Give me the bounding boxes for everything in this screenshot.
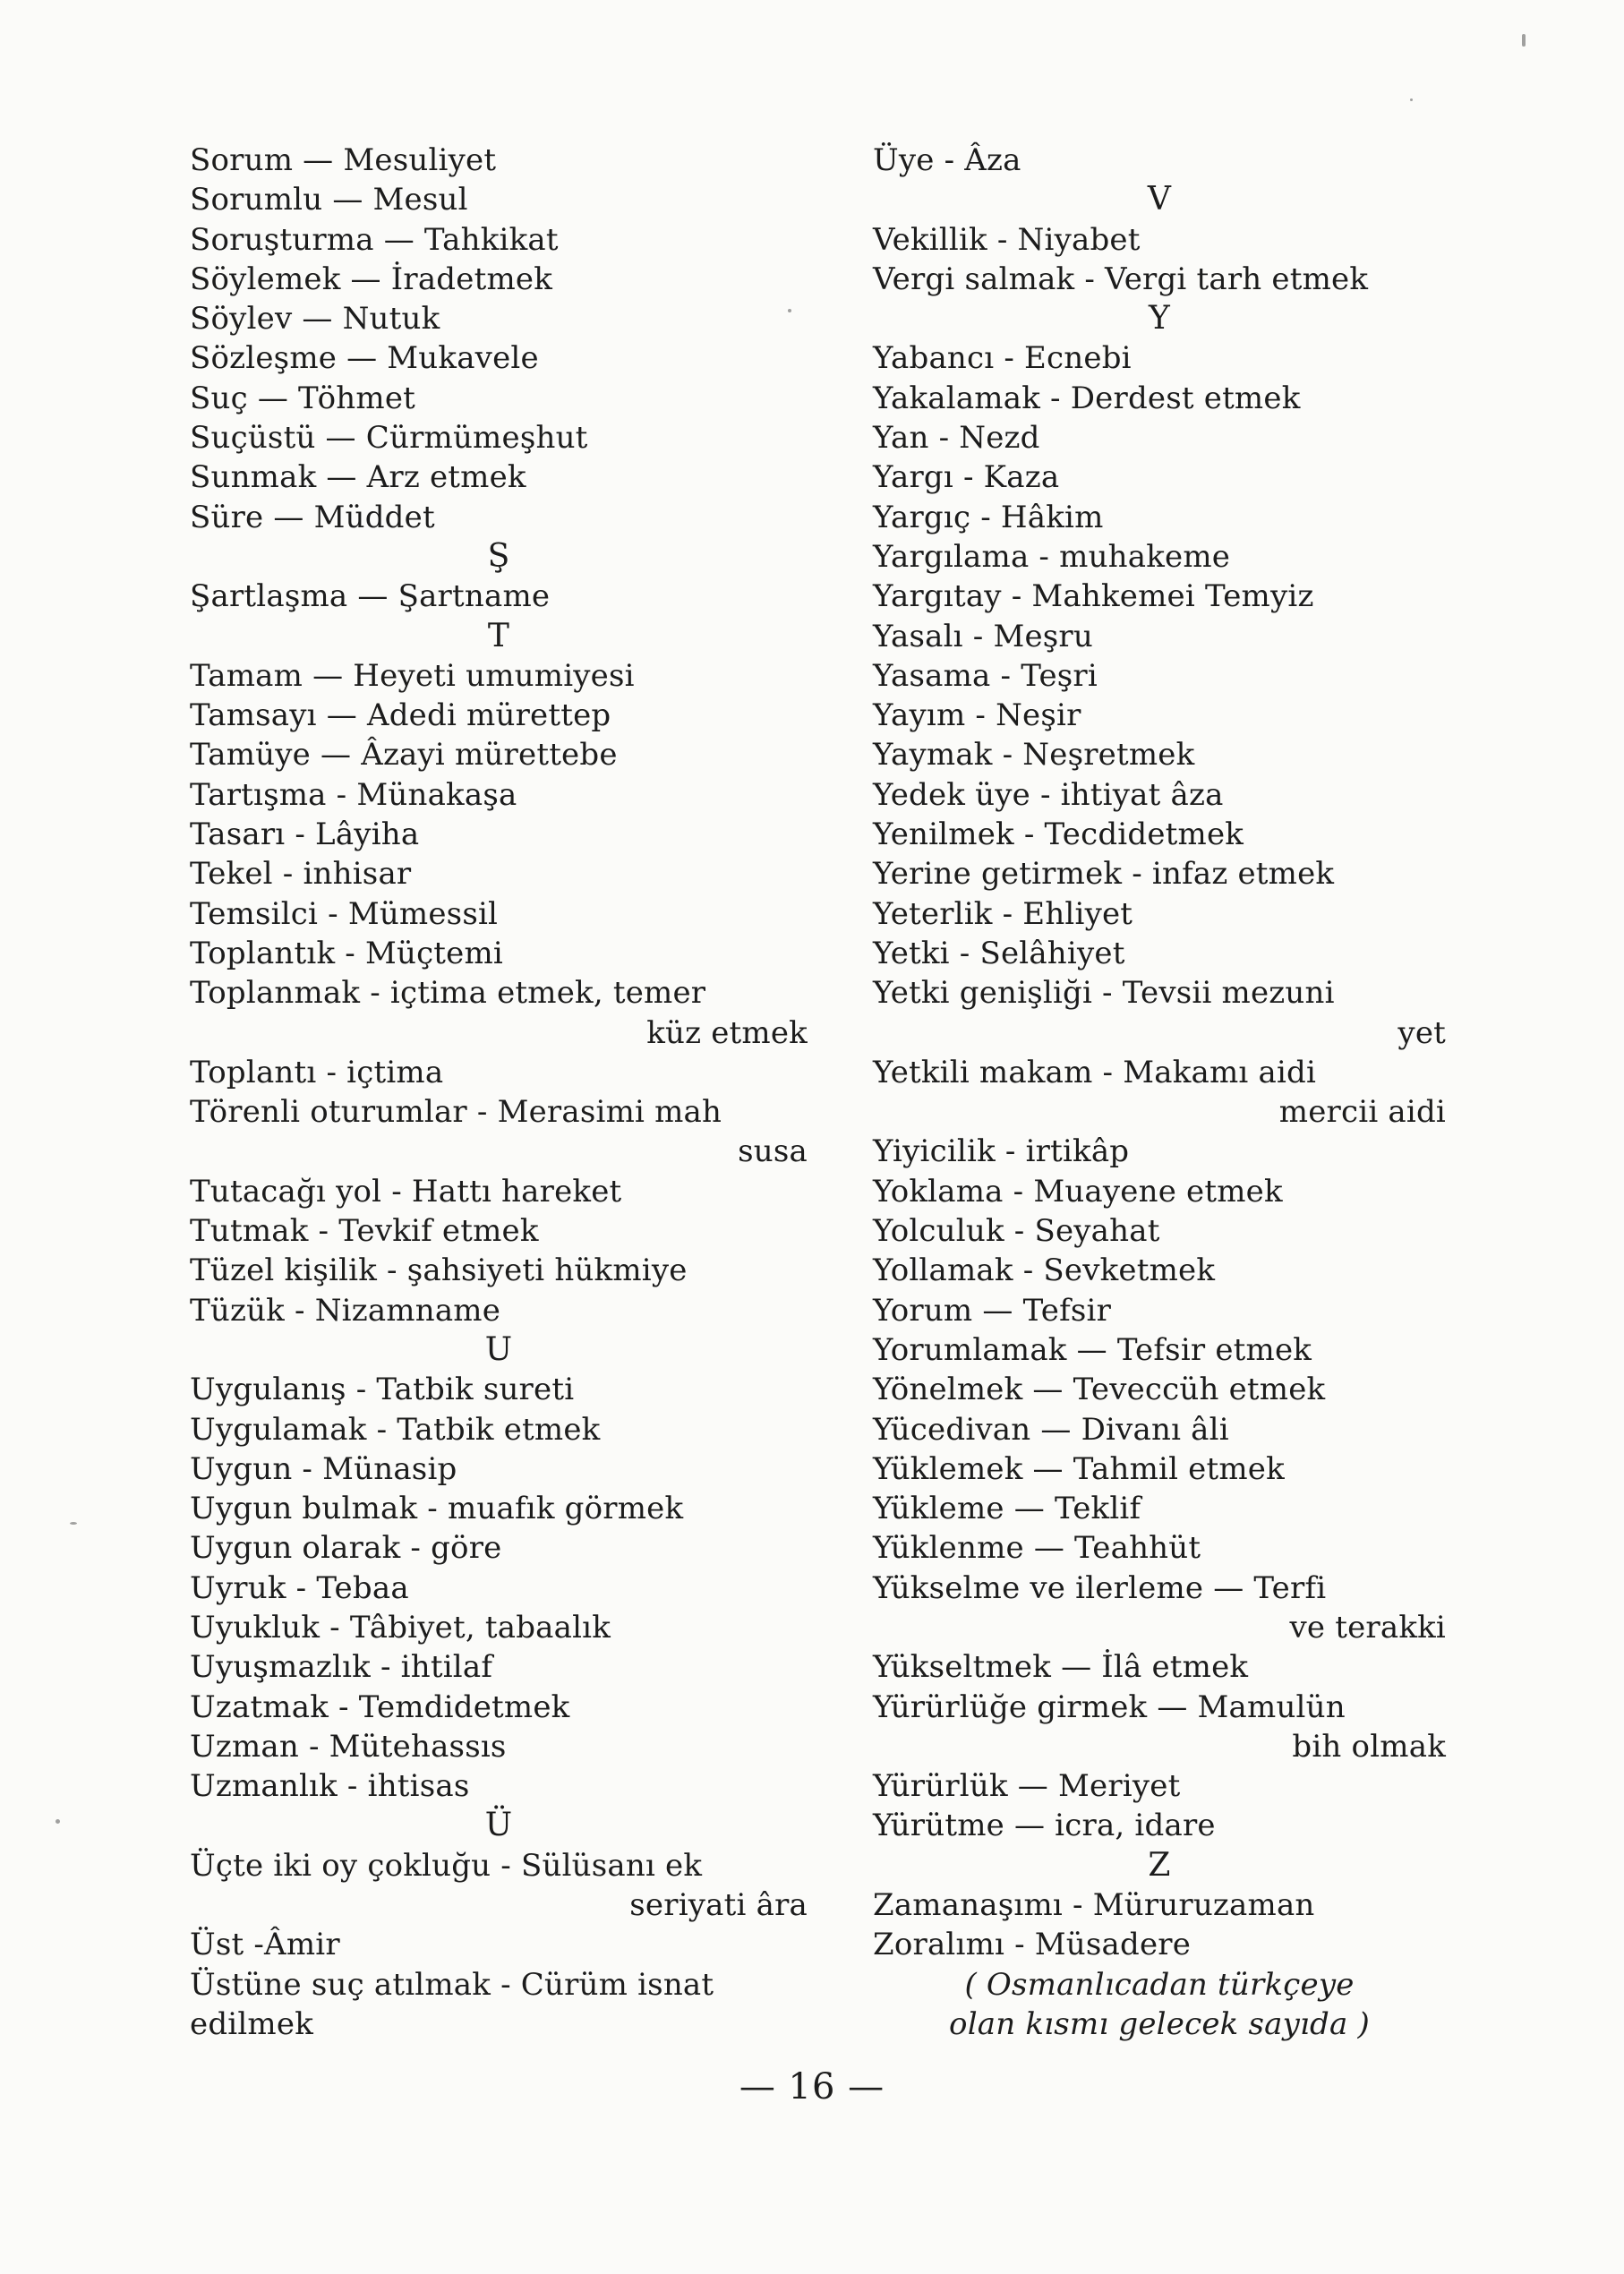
glossary-entry: Uzmanlık - ihtisas xyxy=(190,1768,470,1805)
glossary-entry: Yoklama - Muayene etmek xyxy=(873,1173,1283,1210)
glossary-entry: Soruşturma — Tahkikat xyxy=(190,221,559,258)
glossary-entry: Toplantık - Müçtemi xyxy=(190,935,504,971)
entry-continuation: seriyati âra xyxy=(629,1887,808,1924)
glossary-entry: Tasarı - Lâyiha xyxy=(190,816,420,853)
glossary-entry: Yiyicilik - irtikâp xyxy=(873,1133,1130,1170)
glossary-entry: Uygun bulmak - muafık görmek xyxy=(190,1491,684,1527)
glossary-entry: Yetki - Selâhiyet xyxy=(873,935,1125,971)
glossary-entry: Uyukluk - Tâbiyet, tabaalık xyxy=(190,1609,611,1646)
page-number: — 16 — xyxy=(739,2066,885,2107)
entry-continuation: susa xyxy=(738,1133,808,1170)
glossary-entry: Zoralımı - Müsadere xyxy=(873,1927,1192,1963)
glossary-entry: Süre — Müddet xyxy=(190,499,435,535)
glossary-entry: Yasama - Teşri xyxy=(873,657,1098,694)
glossary-entry: Sorum — Mesuliyet xyxy=(190,142,497,178)
section-letter: U xyxy=(484,1330,513,1368)
glossary-entry: Yabancı - Ecnebi xyxy=(873,340,1132,377)
glossary-entry: Yönelmek — Teveccüh etmek xyxy=(873,1372,1326,1408)
scan-speck xyxy=(70,1522,77,1525)
glossary-entry: Sözleşme — Mukavele xyxy=(190,340,539,377)
glossary-entry: Yeterlik - Ehliyet xyxy=(873,895,1133,932)
glossary-entry: Toplanmak - içtima etmek, temer xyxy=(190,975,706,1012)
glossary-entry: Yerine getirmek - infaz etmek xyxy=(873,856,1335,893)
glossary-entry: Temsilci - Mümessil xyxy=(190,895,499,932)
scan-speck xyxy=(788,309,791,312)
glossary-entry: Törenli oturumlar - Merasimi mah xyxy=(190,1094,722,1131)
glossary-entry: Uygun - Münasip xyxy=(190,1450,457,1487)
glossary-entry: Yürürlüğe girmek — Mamulün xyxy=(873,1688,1346,1725)
glossary-entry: Söylev — Nutuk xyxy=(190,301,440,338)
glossary-entry: Yolculuk - Seyahat xyxy=(873,1213,1160,1250)
glossary-entry: Tutacağı yol - Hattı hareket xyxy=(190,1173,622,1210)
glossary-entry: Yaymak - Neşretmek xyxy=(873,737,1195,774)
section-letter: Z xyxy=(1148,1846,1171,1884)
glossary-entry: Yürürlük — Meriyet xyxy=(873,1768,1181,1805)
glossary-entry: Üst -Âmir xyxy=(190,1927,340,1963)
glossary-entry: Yayım - Neşir xyxy=(873,697,1081,734)
glossary-entry: Yetki genişliği - Tevsii mezuni xyxy=(873,975,1335,1012)
section-letter: Ş xyxy=(487,537,510,575)
glossary-entry: Yargı - Kaza xyxy=(873,459,1060,496)
glossary-entry: Yücedivan — Divanı âli xyxy=(873,1411,1229,1448)
footnote-line: olan kısmı gelecek sayıda ) xyxy=(949,2005,1370,2042)
glossary-entry: Uygulanış - Tatbik sureti xyxy=(190,1372,575,1408)
glossary-entry: Yetkili makam - Makamı aidi xyxy=(873,1054,1317,1090)
glossary-entry: Üçte iki oy çokluğu - Sülüsanı ek xyxy=(190,1847,703,1884)
glossary-entry: Yargılama - muhakeme xyxy=(873,538,1231,575)
glossary-entry: Uyuşmazlık - ihtilaf xyxy=(190,1649,493,1686)
section-letter: Y xyxy=(1149,300,1170,338)
scan-speck xyxy=(1522,34,1526,47)
section-letter: Ü xyxy=(484,1807,513,1844)
glossary-entry: Yükleme — Teklif xyxy=(873,1491,1141,1527)
glossary-entry: Yürütme — icra, idare xyxy=(873,1808,1216,1844)
glossary-entry: Yargıtay - Mahkemei Temyiz xyxy=(873,578,1314,615)
glossary-entry: Tamam — Heyeti umumiyesi xyxy=(190,657,635,694)
glossary-entry: Suç — Töhmet xyxy=(190,380,416,416)
glossary-entry: Tüzük - Nizamname xyxy=(190,1292,501,1329)
glossary-entry: Yakalamak - Derdest etmek xyxy=(873,380,1301,416)
glossary-entry: Vekillik - Niyabet xyxy=(873,221,1141,258)
glossary-entry: Uygulamak - Tatbik etmek xyxy=(190,1411,601,1448)
section-letter: V xyxy=(1147,181,1172,218)
entry-continuation: mercii aidi xyxy=(1278,1094,1446,1131)
right-column xyxy=(873,141,1446,2044)
scan-speck xyxy=(56,1819,60,1824)
glossary-entry: Zamanaşımı - Müruruzaman xyxy=(873,1887,1315,1924)
glossary-entry: Uyruk - Tebaa xyxy=(190,1569,409,1606)
entry-continuation: yet xyxy=(1397,1014,1446,1051)
glossary-entry: Vergi salmak - Vergi tarh etmek xyxy=(873,261,1369,297)
glossary-entry: Yollamak - Sevketmek xyxy=(873,1252,1216,1289)
glossary-entry: Yüklemek — Tahmil etmek xyxy=(873,1450,1285,1487)
glossary-entry: Yasalı - Meşru xyxy=(873,618,1093,654)
scan-speck xyxy=(1410,98,1413,101)
glossary-entry: Üstüne suç atılmak - Cürüm isnat xyxy=(190,1966,714,2003)
left-column xyxy=(190,141,808,2044)
entry-continuation: küz etmek xyxy=(646,1014,808,1051)
glossary-entry: Uygun olarak - göre xyxy=(190,1530,502,1567)
glossary-entry: Tartışma - Münakaşa xyxy=(190,776,517,813)
glossary-entry: Yenilmek - Tecdidetmek xyxy=(873,816,1244,853)
glossary-entry: Yedek üye - ihtiyat âza xyxy=(873,776,1224,813)
glossary-entry: Tutmak - Tevkif etmek xyxy=(190,1213,539,1250)
glossary-entry: Yan - Nezd xyxy=(873,420,1040,457)
section-letter: T xyxy=(487,617,510,654)
glossary-entry: Tekel - inhisar xyxy=(190,856,412,893)
glossary-entry: Yüklenme — Teahhüt xyxy=(873,1530,1201,1567)
glossary-entry: edilmek xyxy=(190,2005,313,2042)
glossary-entry: Suçüstü — Cürmümeşhut xyxy=(190,420,588,457)
glossary-entry: Yorumlamak — Tefsir etmek xyxy=(873,1331,1312,1368)
glossary-entry: Yargıç - Hâkim xyxy=(873,499,1104,535)
glossary-entry: Söylemek — İradetmek xyxy=(190,261,553,297)
entry-continuation: ve terakki xyxy=(1289,1609,1446,1646)
glossary-entry: Yorum — Tefsir xyxy=(873,1292,1112,1329)
glossary-entry: Yükselme ve ilerleme — Terfi xyxy=(873,1569,1327,1606)
footnote-line: ( Osmanlıcadan türkçeye xyxy=(964,1966,1355,2003)
glossary-entry: Uzman - Mütehassıs xyxy=(190,1728,507,1765)
glossary-entry: Tamüye — Âzayi mürettebe xyxy=(190,737,618,774)
glossary-entry: Tamsayı — Adedi mürettep xyxy=(190,697,611,734)
glossary-entry: Yükseltmek — İlâ etmek xyxy=(873,1649,1249,1686)
glossary-entry: Uzatmak - Temdidetmek xyxy=(190,1688,570,1725)
glossary-entry: Şartlaşma — Şartname xyxy=(190,578,551,615)
glossary-entry: Sorumlu — Mesul xyxy=(190,182,468,218)
glossary-entry: Tüzel kişilik - şahsiyeti hükmiye xyxy=(190,1252,688,1289)
glossary-entry: Sunmak — Arz etmek xyxy=(190,459,526,496)
entry-continuation: bih olmak xyxy=(1292,1728,1446,1765)
glossary-entry: Toplantı - içtima xyxy=(190,1054,444,1090)
glossary-entry: Üye - Âza xyxy=(873,142,1021,178)
